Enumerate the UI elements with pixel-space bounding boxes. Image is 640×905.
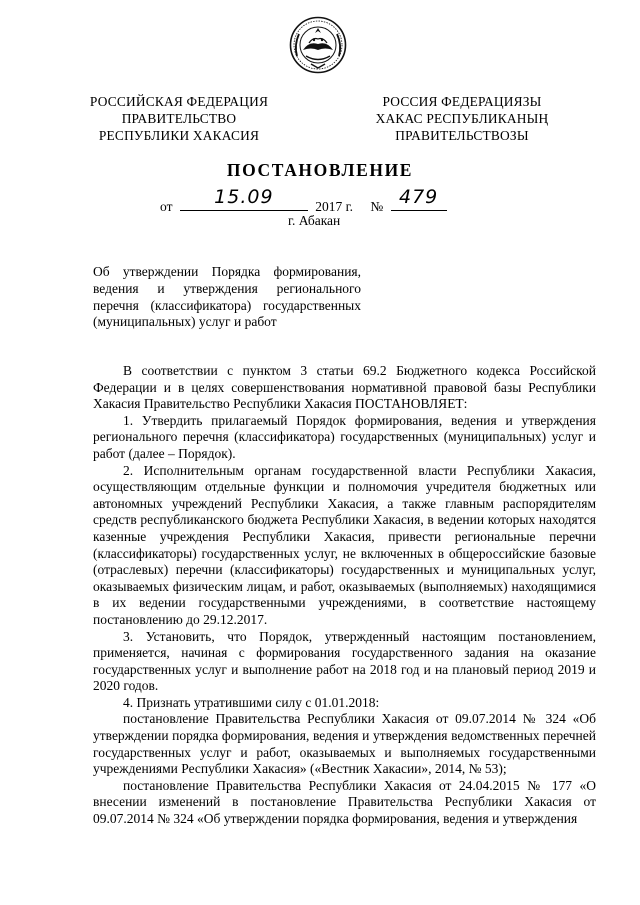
handwritten-date: 15.09: [214, 186, 274, 208]
header-line: РОССИЯ ФЕДЕРАЦИЯЗЫ: [382, 94, 542, 109]
header-line: РОССИЙСКАЯ ФЕДЕРАЦИЯ: [89, 94, 269, 109]
body-paragraph: 3. Установить, что Порядок, утвержденный настоящим постановлением, применяется, начиная с формирования государственного задания на оказание государственных услуг и выполнение работ на 2018 год и на плановый период 2019 и 2020 годов.: [93, 628, 596, 694]
body-paragraph: постановление Правительства Республики Хакасия от 09.07.2014 № 324 «Об утверждении порядка формирования, ведения и утверждения ведомственных перечней государственных услуг и работ, оказываемых и выполняемых государственными учреждениями Республики Хакасия» («Вестник Хакасии», 2014, № 53);: [93, 711, 596, 777]
number-field: [391, 186, 447, 211]
body-paragraph: В соответствии с пунктом 3 статьи 69.2 Бюджетного кодекса Российской Федерации и в целях совершенствования нормативной правовой базы Республики Хакасия Правительство Республики Хакасия ПОСТАНОВЛЯЕТ:: [93, 363, 596, 412]
header-line: ПРАВИТЕЛЬСТВОЗЫ: [395, 128, 529, 143]
date-field: [180, 186, 308, 211]
khakassia-coat-of-arms-icon: [289, 16, 347, 74]
handwritten-number: 479: [399, 186, 439, 208]
year-label: 2017 г.: [315, 199, 353, 214]
issuer-header-russian: [82, 93, 276, 144]
body-paragraph: 1. Утвердить прилагаемый Порядок формирования, ведения и утверждения регионального перечня (классификатора) государственных (муниципальных) услуг и работ (далее – Порядок).: [93, 412, 596, 461]
body-paragraph: 2. Исполнительным органам государственной власти Республики Хакасия, осуществляющим отдельные функции и полномочия учредителя бюджетных или автономных учреждений Республики Хакасия, а также главным распорядителям средств республиканского бюджета Республики Хакасия, в ведении которых находятся казенные учреждения Республики Хакасия, привести региональные перечни (классификаторы) государственных услуг, не включенных в общероссийские базовые (отраслевых) перечни (классификаторы) государственных и муниципальных услуг, оказываемых физическим лицам, и работ, оказываемых (выполняемых) находящимися в их ведении государственными учреждениями, в соответствие настоящему постановлению до 29.12.2017.: [93, 462, 596, 627]
date-number-line: [160, 186, 447, 215]
document-body: [93, 363, 596, 828]
city: г. Абакан: [288, 213, 341, 228]
header-line: РЕСПУБЛИКИ ХАКАСИЯ: [98, 128, 260, 143]
body-paragraph: постановление Правительства Республики Хакасия от 24.04.2015 № 177 «О внесении изменений в постановление Правительства Республики Хакасия от 09.07.2014 № 324 «Об утверждении порядка формирования, ведения и утверждения: [93, 777, 596, 827]
header-line: ПРАВИТЕЛЬСТВО: [121, 111, 237, 126]
header-line: ХАКАС РЕСПУБЛИКАНЫҢ: [375, 111, 549, 126]
issuer-header-khakas: [365, 93, 559, 144]
subject-heading: Об утверждении Порядка формирования, ведения и утверждения регионального перечня (классификатора) государственных (муниципальных) услуг и работ: [93, 264, 361, 330]
body-paragraph: 4. Признать утратившими силу с 01.01.2018:: [123, 694, 380, 710]
from-label: от: [160, 199, 173, 214]
number-label: №: [370, 199, 384, 214]
document-title: ПОСТАНОВЛЕНИЕ: [226, 160, 414, 180]
